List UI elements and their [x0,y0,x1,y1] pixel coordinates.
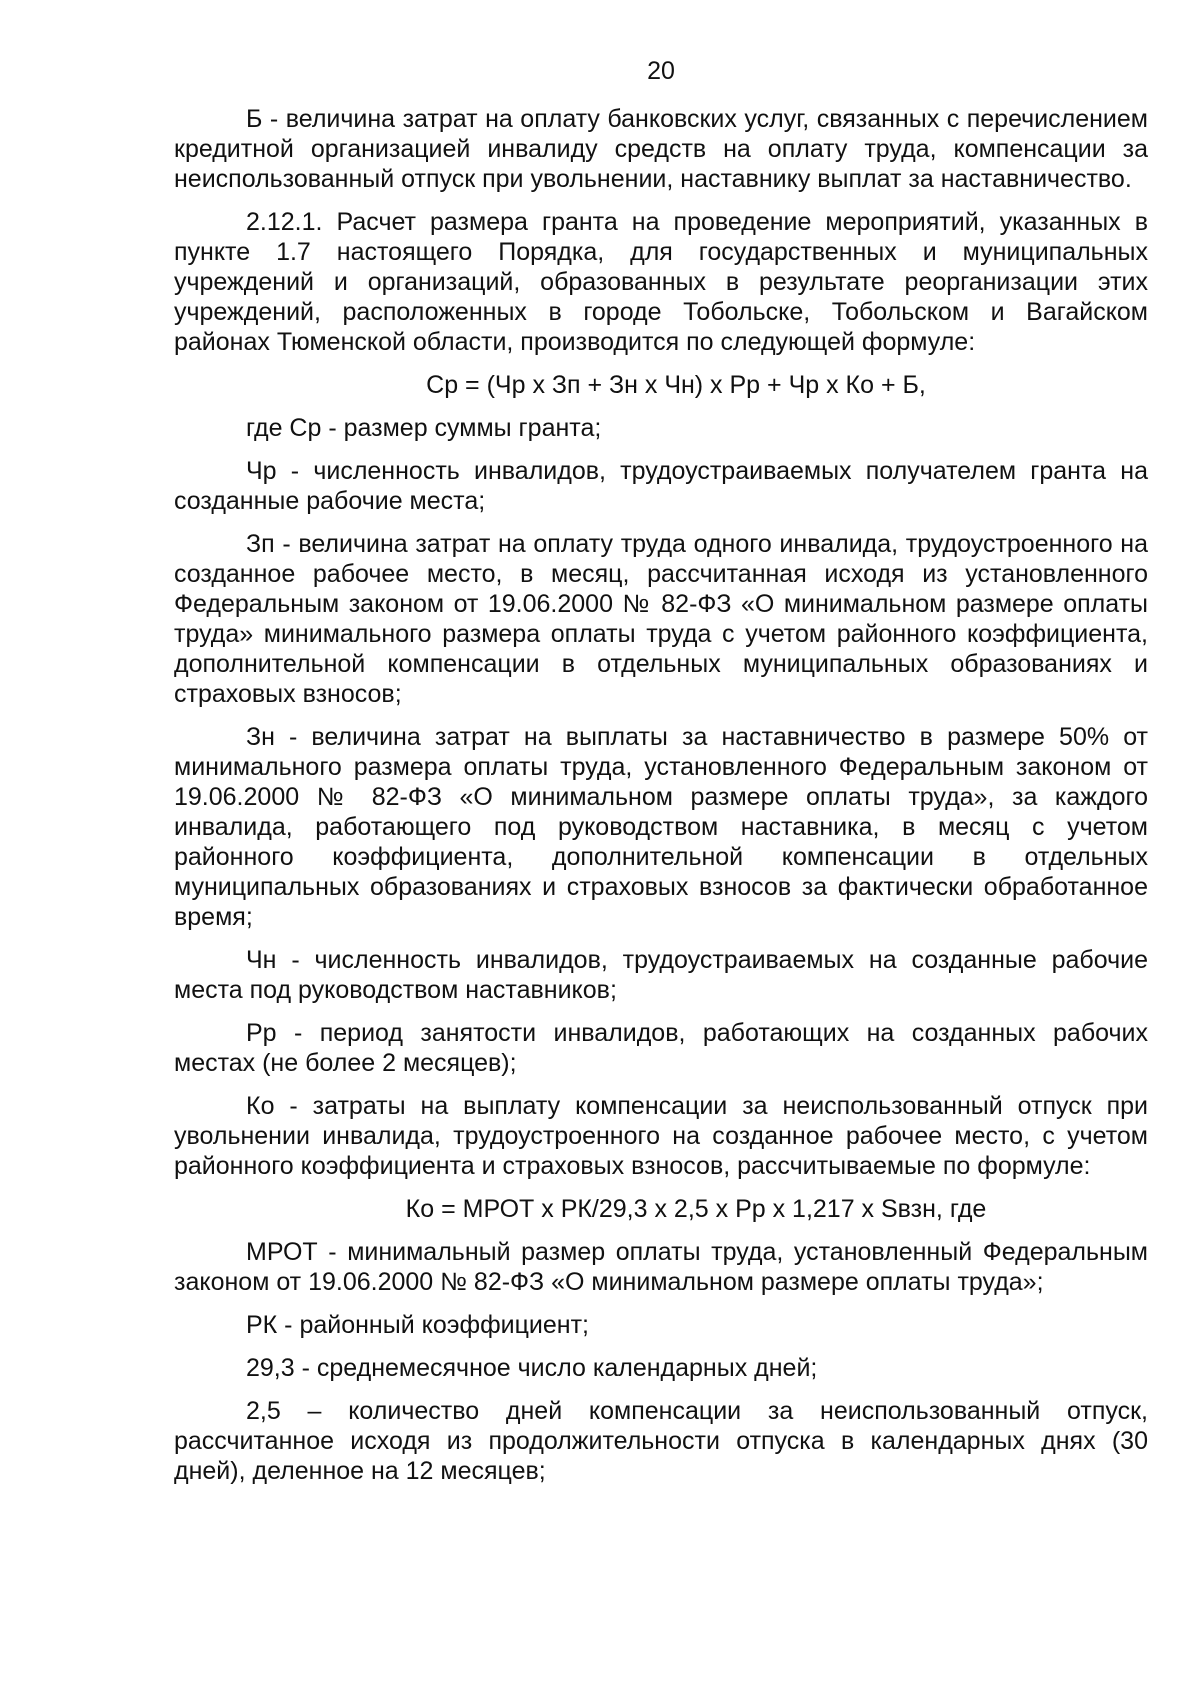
formula-compensation: Ко = МРОТ х РК/29,3 х 2,5 х Рр х 1,217 х Sвзн, где [405,1195,987,1223]
paragraph-bank-costs: Б - величина затрат на оплату банковских услуг, связанных с перечислением кредитной организацией инвалиду средств на оплату труда, компенсации за неиспользованный отпуск при увольнении, наставнику выплат за наставничество. [174,105,1148,193]
definition-chn: Чн - численность инвалидов, трудоустраиваемых на созданные рабочие места под руководством наставников; [174,946,1148,1004]
definition-cr: где Ср - размер суммы гранта; [246,414,602,442]
formula-grant-size: Ср = (Чр х Зп + Зн х Чн) х Рр + Чр х Ко + Б, [426,371,926,399]
paragraph-grant-calculation: 2.12.1. Расчет размера гранта на проведение мероприятий, указанных в пункте 1.7 настоящего Порядка, для государственных и муниципальных учреждений и организаций, образованных в результате реорганизации этих учреждений, расположенных в городе Тобольске, Тобольском и Вагайском районах Тюменской области, производится по следующей формуле: [174,208,1148,356]
page-number: 20 [647,57,675,85]
definition-29-3: 29,3 - среднемесячное число календарных дней; [246,1354,818,1382]
definition-zp: Зп - величина затрат на оплату труда одного инвалида, трудоустроенного на созданное рабочее место, в месяц, рассчитанная исходя из установленного Федеральным законом от 19.06.2000 № 82-ФЗ «О минимальном размере оплаты труда» минимального размера оплаты труда с учетом районного коэффициента, дополнительной компенсации в отдельных муниципальных образованиях и страховых взносов; [174,530,1148,708]
definition-2-5: 2,5 – количество дней компенсации за неиспользованный отпуск, рассчитанное исходя из продолжительности отпуска в календарных днях (30 дней), деленное на 12 месяцев; [174,1397,1148,1485]
definition-rk: РК - районный коэффициент; [246,1311,589,1339]
definition-chr: Чр - численность инвалидов, трудоустраиваемых получателем гранта на созданные рабочие места; [174,457,1148,515]
definition-rr: Рр - период занятости инвалидов, работающих на созданных рабочих местах (не более 2 месяцев); [174,1019,1148,1077]
definition-ko: Ко - затраты на выплату компенсации за неиспользованный отпуск при увольнении инвалида, трудоустроенного на созданное рабочее место, с учетом районного коэффициента и страховых взносов, рассчитываемые по формуле: [174,1092,1148,1180]
definition-zn: Зн - величина затрат на выплаты за наставничество в размере 50% от минимального размера оплаты труда, установленного Федеральным законом от 19.06.2000 № 82-ФЗ «О минимальном размере оплаты труда», за каждого инвалида, работающего под руководством наставника, в месяц с учетом районного коэффициента, дополнительной компенсации в отдельных муниципальных образованиях и страховых взносов за фактически обработанное время; [174,723,1148,931]
definition-mrot: МРОТ - минимальный размер оплаты труда, установленный Федеральным законом от 19.06.2000 № 82-ФЗ «О минимальном размере оплаты труда»; [174,1238,1148,1296]
